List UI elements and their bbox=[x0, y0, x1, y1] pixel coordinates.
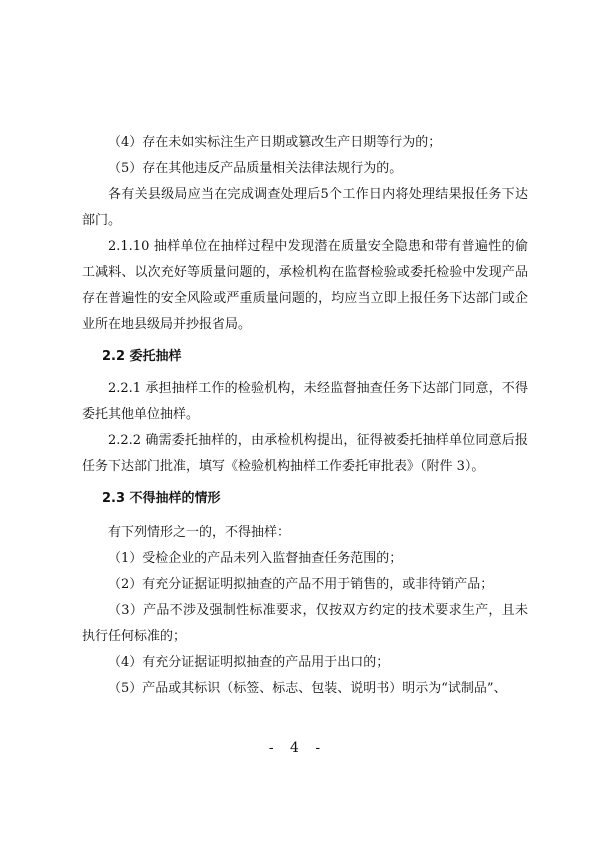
list-item-1: （1）受检企业的产品未列入监督抽查任务范围的； bbox=[108, 551, 403, 566]
list-item-4: （4）有充分证据证明拟抽查的产品用于出口的； bbox=[108, 655, 390, 670]
section-heading-2-2: 2.2 委托抽样 bbox=[102, 349, 182, 364]
paragraph-2-2-1: 2.2.1 承担抽样工作的检验机构，未经监督抽查任务下达部门同意，不得委托其他单位抽样。 bbox=[82, 381, 528, 422]
paragraph-intro-list: 有下列情形之一的，不得抽样： bbox=[108, 525, 291, 540]
document-body bbox=[82, 130, 528, 702]
spacer bbox=[82, 512, 528, 520]
paragraph-2-1-10: 2.1.10 抽样单位在抽样过程中发现潜在质量安全隐患和带有普遍性的偷工减料、以次充好等质量问题的，承检机构在监督检验或委托检验中发现产品存在普遍性的安全风险或严重质量问题的，均应当立即上报任务下达部门或企业所在地县级局并抄报省局。 bbox=[82, 239, 528, 332]
page-number: - 4 - bbox=[268, 740, 327, 756]
list-item-5: （5）产品或其标识（标签、标志、包装、说明书）明示为“试制品”、 bbox=[108, 681, 507, 696]
paragraph-item-4: （4）存在未如实标注生产日期或篡改生产日期等行为的； bbox=[108, 135, 442, 150]
paragraph-2-2-2: 2.2.2 确需委托抽样的，由承检机构提出，征得被委托抽样单位同意后报任务下达部门批准，填写《检验机构抽样工作委托审批表》（附件 3）。 bbox=[82, 433, 528, 474]
list-item-2: （2）有充分证据证明拟抽查的产品不用于销售的，或非待销产品； bbox=[108, 577, 494, 592]
list-item-3: （3）产品不涉及强制性标准要求，仅按双方约定的技术要求生产，且未执行任何标准的； bbox=[82, 603, 528, 644]
paragraph-item-5: （5）存在其他违反产品质量相关法律法规行为的。 bbox=[108, 161, 403, 176]
paragraph-report-deadline: 各有关县级局应当在完成调查处理后5个工作日内将处理结果报任务下达部门。 bbox=[82, 187, 528, 228]
section-heading-2-3: 2.3 不得抽样的情形 bbox=[102, 491, 221, 506]
